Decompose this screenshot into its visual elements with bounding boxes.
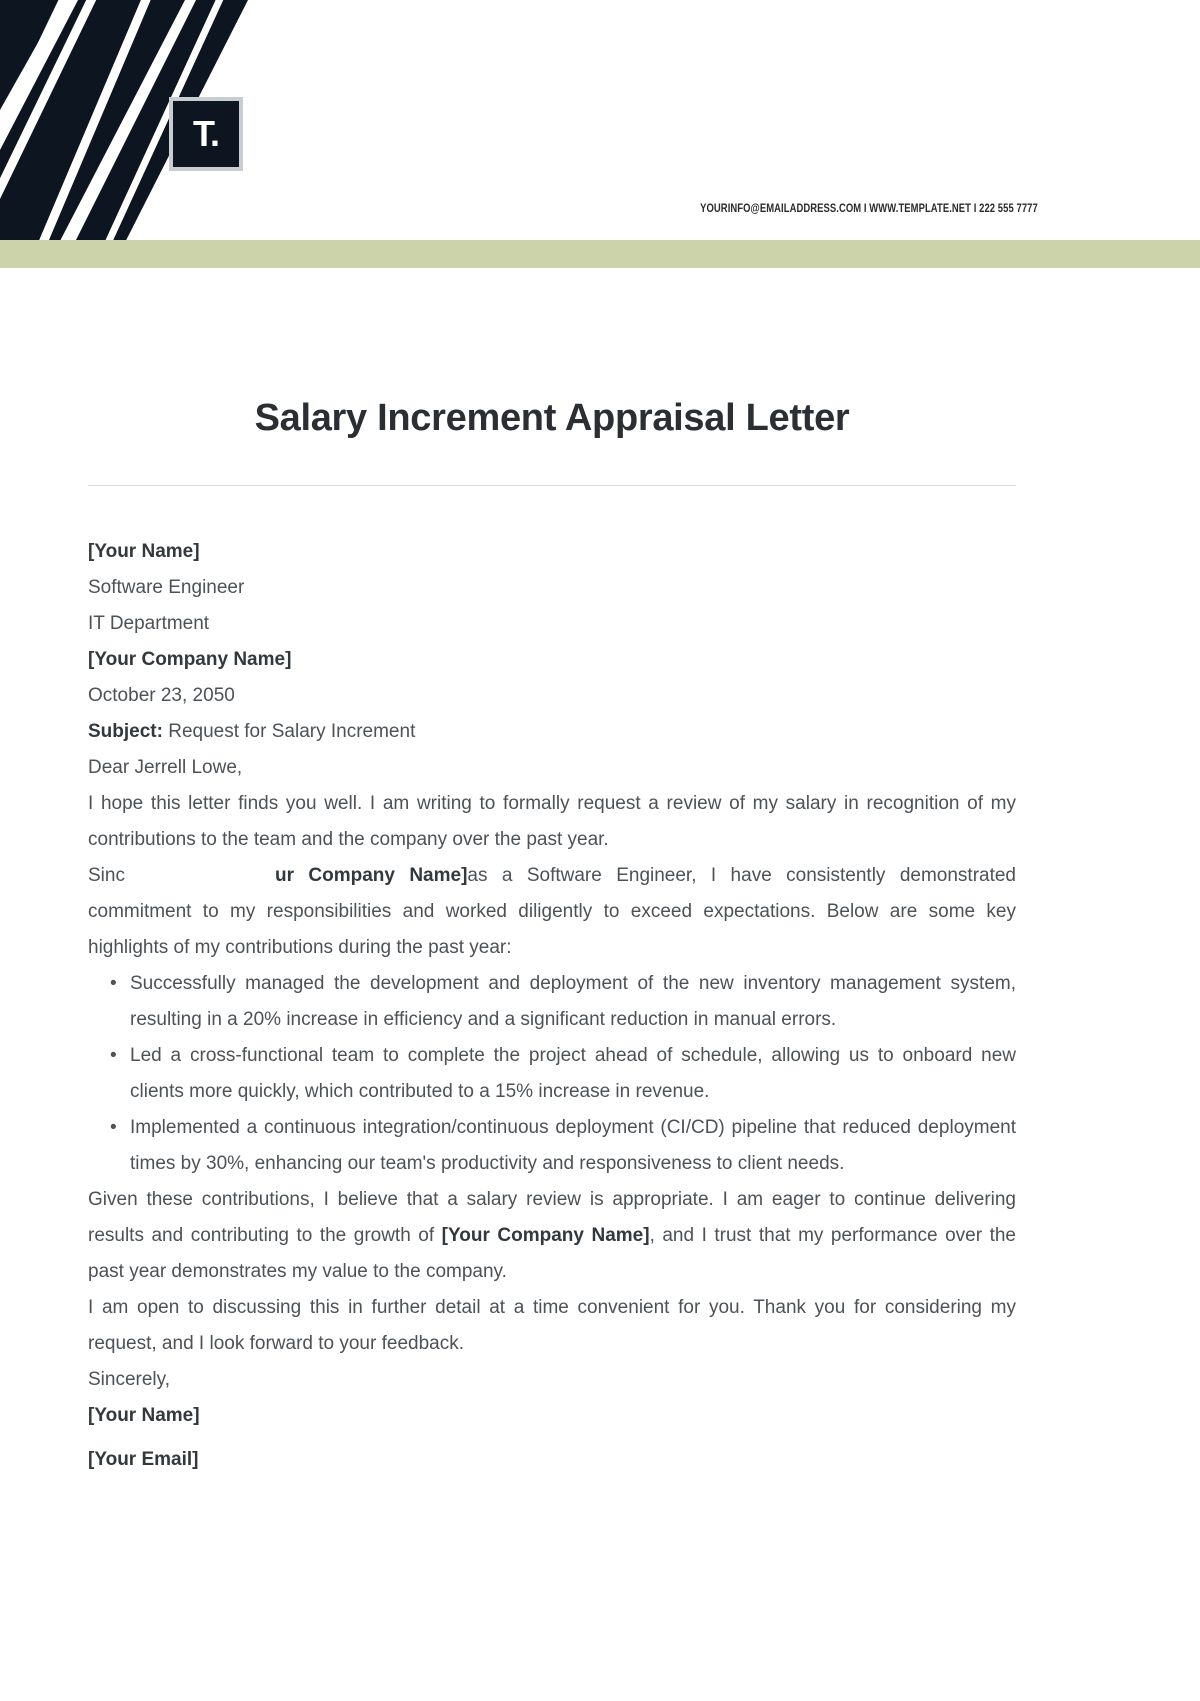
sender-job-title: Software Engineer: [88, 576, 245, 598]
list-item: • Successfully managed the development and deployment of the new inventory management system, resulting in a 20% increase in efficiency and a significant reduction in manual errors.: [110, 966, 1016, 1038]
paragraph-tenure-suffix: as a Software Engineer, I have consistently demonstrated commitment to my responsibilities and worked diligently to exceed expectations. Below are some key highlights of my contributions during the past year:: [88, 864, 1016, 958]
closing-salutation: Sincerely,: [88, 1368, 171, 1390]
logo-letter: T.: [192, 113, 219, 154]
signature-spacer: [88, 1434, 1016, 1442]
contribution-list: [88, 966, 1016, 1182]
sender-department: IT Department: [88, 612, 210, 634]
paragraph-tenure-prefix: Sinc: [88, 864, 125, 886]
page-title: Salary Increment Appraisal Letter: [254, 397, 850, 439]
header-diagonal-graphic: [0, 0, 300, 268]
sender-company: [Your Company Name]: [88, 648, 292, 670]
paragraph-request-prefix: Given these contributions, I believe that a salary review is appropriate. I am eager to continue delivering results and contributing to the growth of: [88, 1188, 1016, 1246]
letter-content: [88, 534, 1016, 1478]
subject-value: Request for Salary Increment: [168, 720, 416, 742]
greeting-line: Dear Jerrell Lowe,: [88, 756, 243, 778]
subject-label: Subject:: [88, 720, 163, 742]
document-body: [88, 300, 1016, 1478]
paragraph-request-suffix: , and I trust that my performance over the past year demonstrates my value to the company.: [88, 1224, 1016, 1282]
sender-name: [Your Name]: [88, 540, 200, 562]
closing-name: [Your Name]: [88, 1404, 200, 1426]
render-gap-artifact: [125, 864, 275, 888]
paragraph-tenure-company: ur Company Name]: [274, 864, 468, 886]
subject-line: [88, 714, 1016, 750]
paragraph-intro: I hope this letter finds you well. I am writing to formally request a review of my salary in recognition of my contributions to the team and the company over the past year.: [88, 792, 1016, 850]
list-item: • Led a cross-functional team to complete the project ahead of schedule, allowing us to onboard new clients more quickly, which contributed to a 15% increase in revenue.: [110, 1038, 1016, 1110]
paragraph-tenure: [88, 858, 1016, 966]
letter-date: October 23, 2050: [88, 684, 235, 706]
closing-email: [Your Email]: [88, 1448, 199, 1470]
paragraph-request-company: [Your Company Name]: [441, 1224, 650, 1246]
brand-logo: [169, 97, 243, 171]
document-header: [0, 0, 1200, 268]
header-accent-bar: [0, 240, 1200, 268]
title-divider: [88, 485, 1016, 486]
list-item: • Implemented a continuous integration/continuous deployment (CI/CD) pipeline that reduced deployment times by 30%, enhancing our team's productivity and responsiveness to client needs.: [110, 1110, 1016, 1182]
paragraph-request: [88, 1182, 1016, 1290]
header-contact-info: YOURINFO@EMAILADDRESS.COM I WWW.TEMPLATE.NET I 222 555 7777: [700, 203, 1038, 215]
paragraph-closing-note: I am open to discussing this in further detail at a time convenient for you. Thank you for considering my request, and I look forward to your feedback.: [88, 1296, 1016, 1354]
signature-block: [88, 1362, 1016, 1478]
